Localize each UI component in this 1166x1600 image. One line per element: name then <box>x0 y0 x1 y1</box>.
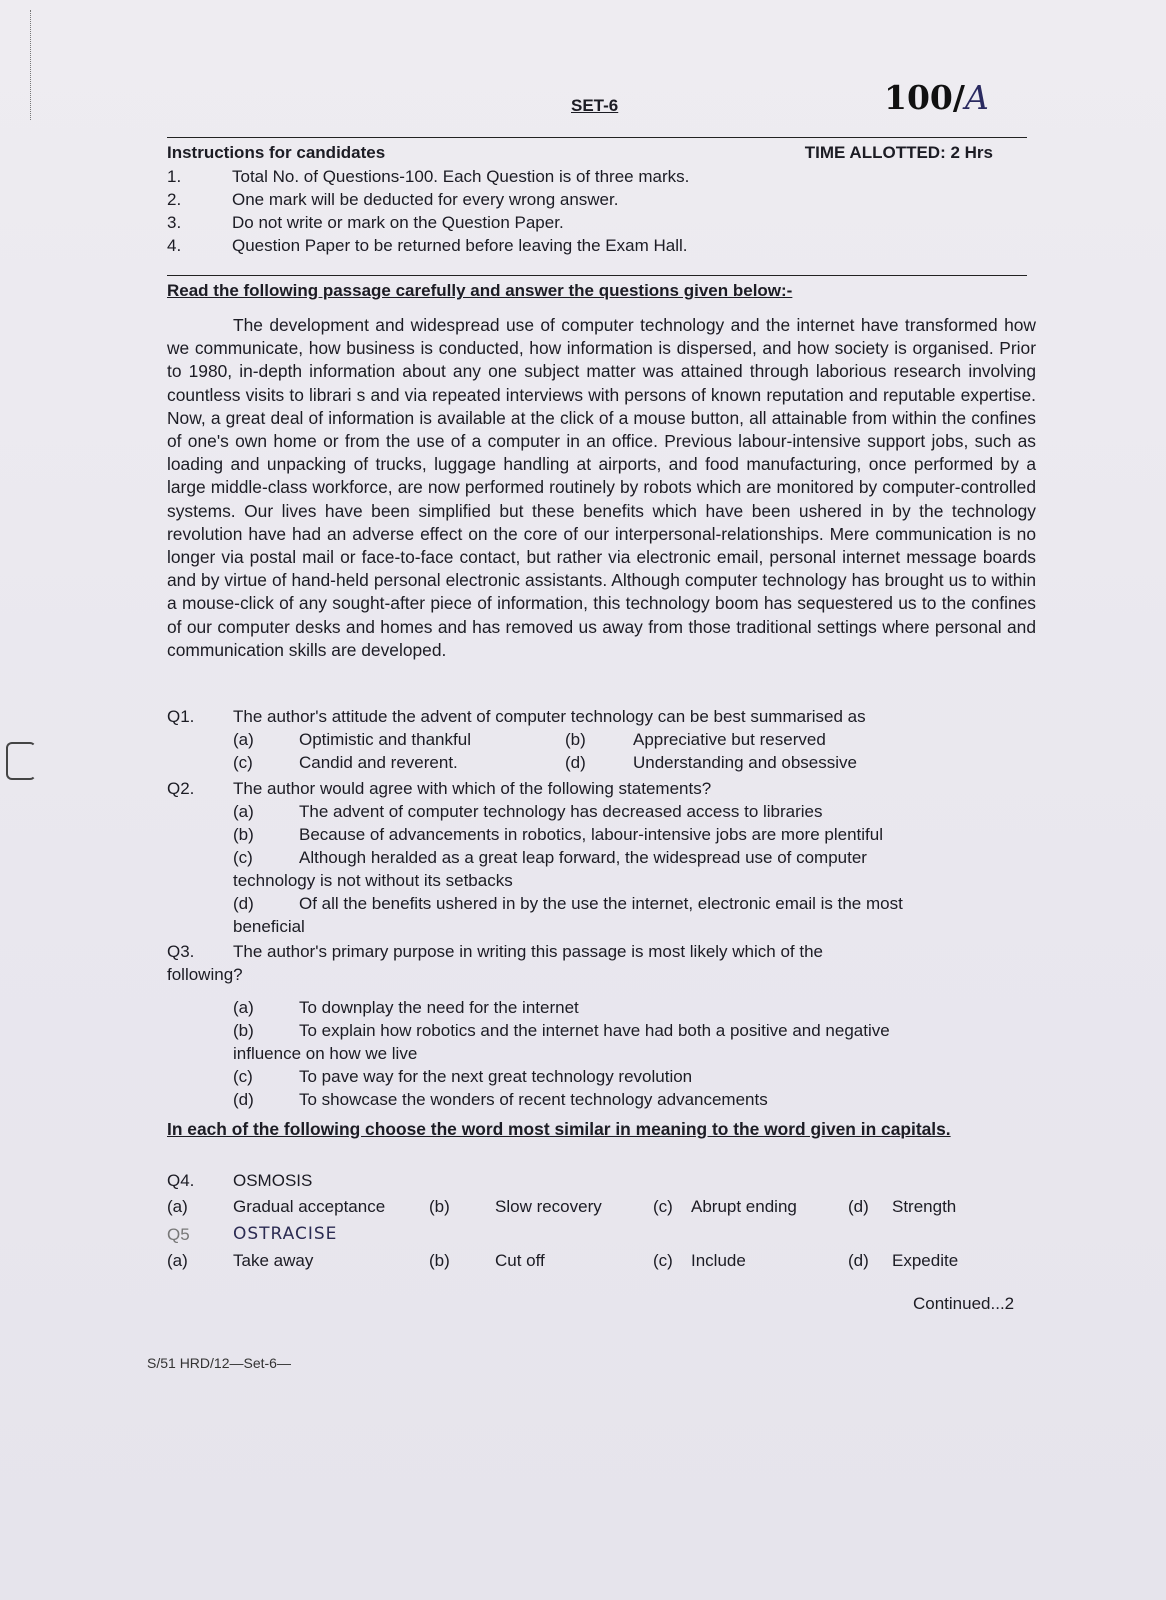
continued-note: Continued...2 <box>913 1294 1015 1313</box>
option-text: To pave way for the next great technology revolution <box>299 1067 693 1086</box>
option-text: Include <box>691 1251 746 1270</box>
question-1 <box>167 705 1027 774</box>
option-a <box>167 996 1027 1019</box>
option-text: Although heralded as a great leap forward, the widespread use of computer <box>299 848 867 867</box>
option-continuation: technology is not without its setbacks <box>233 871 513 890</box>
options-row <box>167 1193 1027 1220</box>
instruction-item <box>167 211 1007 234</box>
paper-code-handwritten: A <box>964 78 989 117</box>
instructions-list <box>167 165 1007 257</box>
option-label: (d) <box>848 1197 869 1216</box>
question-number: Q2. <box>167 779 195 798</box>
set-label: SET-6 <box>571 96 619 115</box>
option-label: (a) <box>167 1251 188 1270</box>
instructions-title: Instructions for candidates <box>167 143 386 162</box>
question-3 <box>167 940 1027 1111</box>
option-label: (c) <box>233 848 253 867</box>
question-text: The author would agree with which of the following statements? <box>233 779 712 798</box>
question-number: Q1. <box>167 707 195 726</box>
question-number: Q4. <box>167 1171 195 1190</box>
question-2 <box>167 777 1027 938</box>
option-text: To showcase the wonders of recent technology advancements <box>299 1090 768 1109</box>
instruction-text: Question Paper to be returned before leaving the Exam Hall. <box>232 236 688 255</box>
option-label: (c) <box>653 1197 673 1216</box>
option-label: (c) <box>653 1251 673 1270</box>
question-text: The author's primary purpose in writing this passage is most likely which of the <box>233 942 824 961</box>
option-text: To explain how robotics and the internet have had both a positive and negative <box>299 1021 890 1040</box>
instruction-text: Do not write or mark on the Question Paper. <box>232 213 564 232</box>
question-text: The author's attitude the advent of computer technology can be best summarised as <box>233 707 866 726</box>
rule-top <box>167 137 1027 138</box>
option-text: The advent of computer technology has decreased access to libraries <box>299 802 823 821</box>
option-label: (a) <box>233 730 254 749</box>
option-text: Take away <box>233 1251 314 1270</box>
option-label: (a) <box>167 1197 188 1216</box>
option-continuation: influence on how we live <box>233 1044 418 1063</box>
synonym-section-heading: In each of the following choose the word most similar in meaning to the word given in capitals. <box>167 1119 951 1139</box>
options-row <box>167 751 1027 774</box>
instruction-item <box>167 234 1007 257</box>
option-text: Candid and reverent. <box>299 753 458 772</box>
option-text: Strength <box>892 1197 957 1216</box>
option-label: (c) <box>233 753 253 772</box>
footer-code: S/51 HRD/12—Set-6— <box>147 1355 291 1371</box>
option-text: Slow recovery <box>495 1197 602 1216</box>
option-label: (b) <box>429 1197 450 1216</box>
instructions-header <box>167 143 993 163</box>
option-label: (d) <box>233 1090 254 1109</box>
reading-passage: The development and widespread use of computer technology and the internet have transformed how we communicate, how business is conducted, how information is dispersed, and how society is organised. Prior to 1980, in-depth information about any one subject matter was attained through laborious research involving countless visits to librari s and via repeated interviews with persons of known reputation and reputable expertise. Now, a great deal of information is available at the click of a mouse button, all attainable from within the confines of one's own home or from the use of a computer in an office. Previous labour-intensive support jobs, such as loading and unpacking of trucks, luggage handling at airports, and food manufacturing, once performed by a large middle-class workforce, are now performed routinely by robots which are monitored by computer-controlled systems. Our lives have been simplified but these benefits which have been ushered in by the technology revolution have had an adverse effect on the core of our interpersonal-relationships. Mere communication is no longer via postal mail or face-to-face contact, but rather via electronic email, personal internet message boards and by virtue of hand-held personal electronic assistants. Although computer technology has brought us to within a mouse-click of any sought-after piece of information, this technology boom has sequestered us to the confines of our computer desks and homes and has removed us away from those traditional settings where personal and communication skills are developed. <box>167 315 1036 660</box>
option-label: (d) <box>848 1251 869 1270</box>
question-text-continuation: following? <box>167 965 243 984</box>
option-label: (d) <box>565 753 586 772</box>
option-text: Gradual acceptance <box>233 1197 386 1216</box>
option-label: (a) <box>233 802 254 821</box>
option-d <box>167 892 1027 915</box>
instruction-text: Total No. of Questions-100. Each Question is of three marks. <box>232 167 690 186</box>
option-label: (c) <box>233 1067 253 1086</box>
instruction-text: One mark will be deducted for every wrong answer. <box>232 190 619 209</box>
option-text: Appreciative but reserved <box>633 730 826 749</box>
question-number: Q3. <box>167 942 195 961</box>
option-text: Of all the benefits ushered in by the use the internet, electronic email is the most <box>299 894 903 913</box>
option-text: Optimistic and thankful <box>299 730 471 749</box>
option-text: Cut off <box>495 1251 545 1270</box>
rule-mid <box>167 275 1027 276</box>
question-5 <box>167 1222 1027 1274</box>
question-number: Q5 <box>167 1225 190 1244</box>
instruction-item <box>167 165 1007 188</box>
paper-code-number: 100/ <box>884 78 965 117</box>
option-label: (b) <box>233 825 254 844</box>
question-4 <box>167 1168 1027 1220</box>
instruction-item <box>167 188 1007 211</box>
option-text: Abrupt ending <box>691 1197 797 1216</box>
option-b <box>167 1019 1027 1042</box>
option-continuation: beneficial <box>233 917 305 936</box>
passage-heading: Read the following passage carefully and answer the questions given below:- <box>167 281 793 300</box>
edge-marks <box>30 10 35 120</box>
options-row <box>167 728 1027 751</box>
instruction-num: 1. <box>167 167 182 186</box>
option-label: (a) <box>233 998 254 1017</box>
option-label: (b) <box>565 730 586 749</box>
option-label: (d) <box>233 894 254 913</box>
option-c <box>167 846 1027 869</box>
option-text: Expedite <box>892 1251 959 1270</box>
punch-hole <box>6 742 36 780</box>
option-c <box>167 1065 1027 1088</box>
option-a <box>167 800 1027 823</box>
option-label: (b) <box>429 1251 450 1270</box>
option-text: To downplay the need for the internet <box>299 998 579 1017</box>
options-row <box>167 1247 1027 1274</box>
option-text: Because of advancements in robotics, labour-intensive jobs are more plentiful <box>299 825 883 844</box>
instruction-num: 2. <box>167 190 182 209</box>
instruction-num: 3. <box>167 213 182 232</box>
option-text: Understanding and obsessive <box>633 753 857 772</box>
time-allotted: TIME ALLOTTED: 2 Hrs <box>804 143 993 162</box>
option-d <box>167 1088 1027 1111</box>
capital-word-handwritten: OSTRACISE <box>233 1224 338 1244</box>
option-label: (b) <box>233 1021 254 1040</box>
capital-word: OSMOSIS <box>233 1171 313 1190</box>
paper-code <box>884 78 989 117</box>
instruction-num: 4. <box>167 236 182 255</box>
option-b <box>167 823 1027 846</box>
